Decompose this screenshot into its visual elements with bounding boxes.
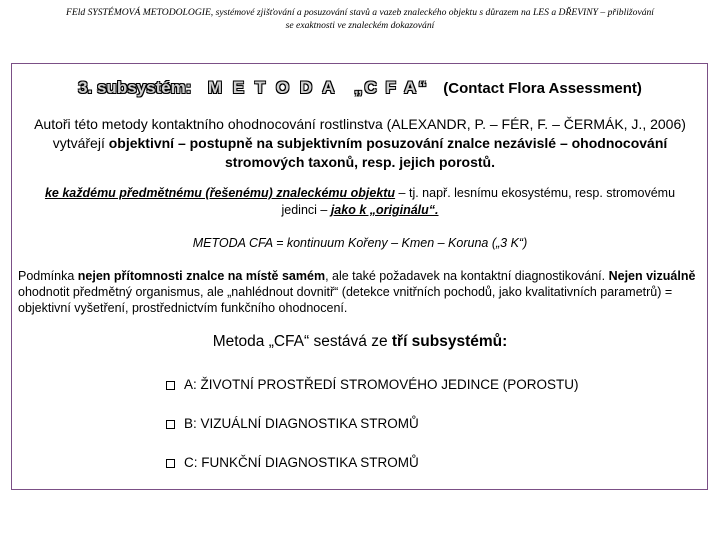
title-cfa: „C F A“ bbox=[354, 78, 429, 97]
checkbox-icon bbox=[166, 420, 175, 429]
list-item-a bbox=[166, 377, 579, 392]
list-item-c-label: C: FUNKČNÍ DIAGNOSTIKA STROMŮ bbox=[184, 455, 419, 470]
condition-text-3: ohodnotit předmětný organismus, ale „nahlédnout dovnitř“ (detekce vnitřních pochodů, jako kvalitativních parametrů) = objektivní vyšetření, prostřednictvím funkčního ohodnocení. bbox=[18, 285, 673, 315]
intro-paragraph bbox=[30, 115, 690, 172]
subsystems-text: Metoda „CFA“ sestává ze bbox=[212, 333, 392, 350]
condition-bold-1: nejen přítomnosti znalce na místě samém bbox=[77, 269, 326, 283]
page-header bbox=[10, 6, 710, 32]
title-subsystem: 3. subsystém: bbox=[78, 78, 192, 97]
list-item-c bbox=[166, 455, 419, 470]
subsystems-bold: tří subsystémů: bbox=[391, 333, 508, 350]
condition-text-2: , ale také požadavek na kontaktní diagnostikování. bbox=[325, 269, 609, 283]
intro-text: Autoři této metody kontaktního ohodnocování rostlinstva (ALEXANDR, P. – FÉR, F. – ČERMÁK, J., 2006) vytvářejí bbox=[34, 116, 686, 151]
list-item-b-label: B: VIZUÁLNÍ DIAGNOSTIKA STROMŮ bbox=[184, 416, 419, 431]
list-item-a-label: A: ŽIVOTNÍ PROSTŘEDÍ STROMOVÉHO JEDINCE (POROSTU) bbox=[184, 377, 579, 392]
object-text: – tj. např. lesnímu ekosystému, resp. stromovému jedinci – bbox=[281, 186, 676, 217]
object-emphasis: ke každému předmětnému (řešenému) znaleckému objektu bbox=[44, 186, 396, 200]
title-english: (Contact Flora Assessment) bbox=[443, 80, 642, 97]
intro-bold-text: objektivní – postupně na subjektivním posuzování znalce nezávislé – ohodnocování stromových taxonů, resp. jejich porostů. bbox=[108, 135, 668, 170]
condition-text-1: Podmínka bbox=[18, 269, 78, 283]
condition-bold-2: Nejen vizuálně bbox=[608, 269, 696, 283]
object-paragraph bbox=[30, 185, 690, 219]
slide-title bbox=[0, 78, 720, 98]
condition-paragraph bbox=[18, 268, 706, 316]
header-line-1: FEld SYSTÉMOVÁ METODOLOGIE, systémové zjišťování a posuzování stavů a vazeb znaleckého objektu s důrazem na LES a DŘEVINY – přibližování bbox=[66, 7, 654, 18]
checkbox-icon bbox=[166, 459, 175, 468]
original-emphasis: jako k „originálu“. bbox=[330, 203, 439, 217]
continuum-line: METODA CFA = kontinuum Kořeny – Kmen – Koruna („3 K“) bbox=[192, 236, 528, 250]
header-line-2: se exaktnosti ve znaleckém dokazování bbox=[285, 20, 435, 31]
checkbox-icon bbox=[166, 381, 175, 390]
list-item-b bbox=[166, 416, 419, 431]
title-metoda: M E T O D A bbox=[207, 78, 338, 97]
subsystems-intro bbox=[0, 333, 720, 351]
